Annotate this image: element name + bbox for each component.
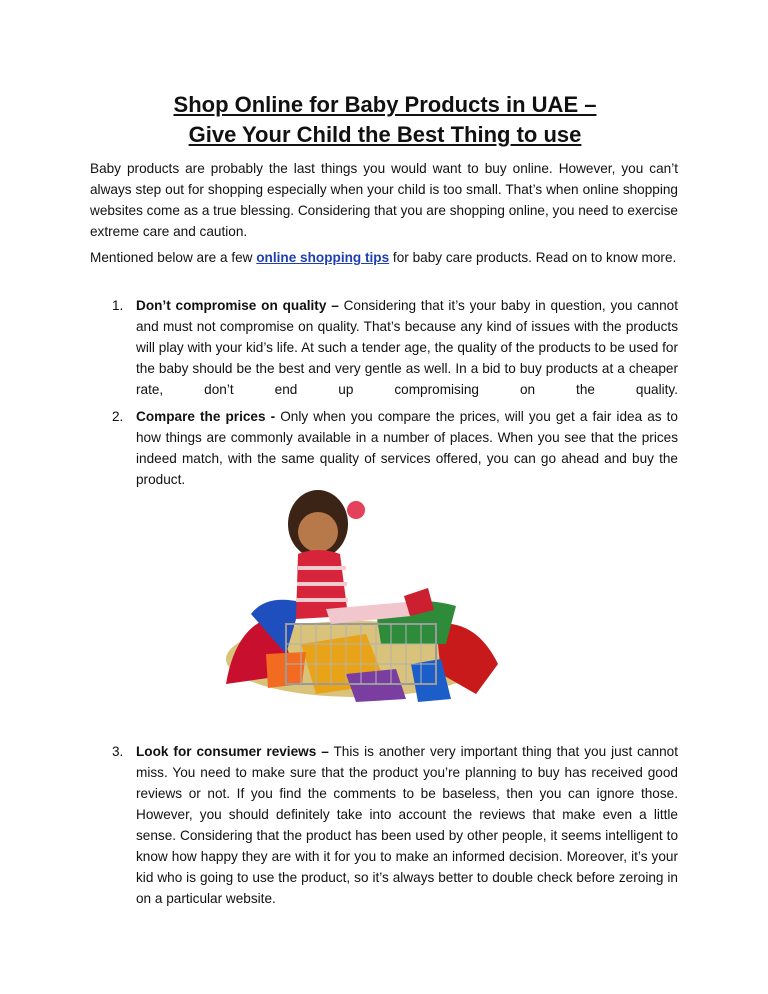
list-item-2 — [112, 406, 678, 490]
online-shopping-tips-link[interactable]: online shopping tips — [256, 250, 390, 265]
list-item-heading: Compare the prices - — [136, 409, 276, 424]
list-number: 2. — [112, 409, 124, 424]
title-line-2: Give Your Child the Best Thing to use — [188, 122, 582, 147]
child-in-laundry-basket-illustration — [206, 484, 510, 706]
list-number: 1. — [112, 298, 124, 313]
list-item-text — [136, 406, 678, 490]
list-item-text — [136, 741, 678, 909]
list-item-body: This is another very important thing that you just cannot miss. You need to make sure that the product you’re planning to buy has received good reviews or not. If you find the comments to be baseless, then you can ignore those. However, you should definitely take into account the reviews that make even a little sense. Considering that the product has been used by other people, it seems intelligent to know how happy they are with it for you to make an informed decision. Moreover, it’s your kid who is going to use the product, so it’s always better to double check before zeroing in on a particular website. — [136, 744, 679, 906]
title-line-1: Shop Online for Baby Products in UAE – — [173, 92, 597, 117]
mention-paragraph — [90, 247, 678, 268]
list-item-heading: Look for consumer reviews – — [136, 744, 329, 759]
intro-paragraph: Baby products are probably the last things you would want to buy online. However, you can’t always step out for shopping especially when your child is too small. That’s when online shopping websites come as a true blessing. Considering that you are shopping online, you need to exercise extreme care and caution. — [90, 161, 678, 239]
list-item-heading: Don’t compromise on quality – — [136, 298, 339, 313]
mention-text-after: for baby care products. Read on to know more. — [389, 250, 677, 265]
list-item-text — [136, 295, 678, 400]
list-item-body: Only when you compare the prices, will you get a fair idea as to how things are commonly available in a number of places. When you see that the prices indeed match, with the same quality of services offered, you can go ahead and buy the product. — [136, 409, 678, 487]
list-item-1 — [112, 295, 678, 400]
mention-text-before: Mentioned below are a few — [90, 250, 257, 265]
list-item-3 — [112, 741, 678, 909]
page-title — [90, 90, 680, 150]
list-item-body: Considering that it’s your baby in question, you cannot and must not compromise on quality. That’s because any kind of issues with the products will play with your kid’s life. At such a tender age, the quality of the products to be used for the baby should be the best and very gentle as well. In a bid to buy products at a cheaper rate, don’t end up compromising on the quality. — [136, 298, 678, 397]
list-number: 3. — [112, 744, 124, 759]
